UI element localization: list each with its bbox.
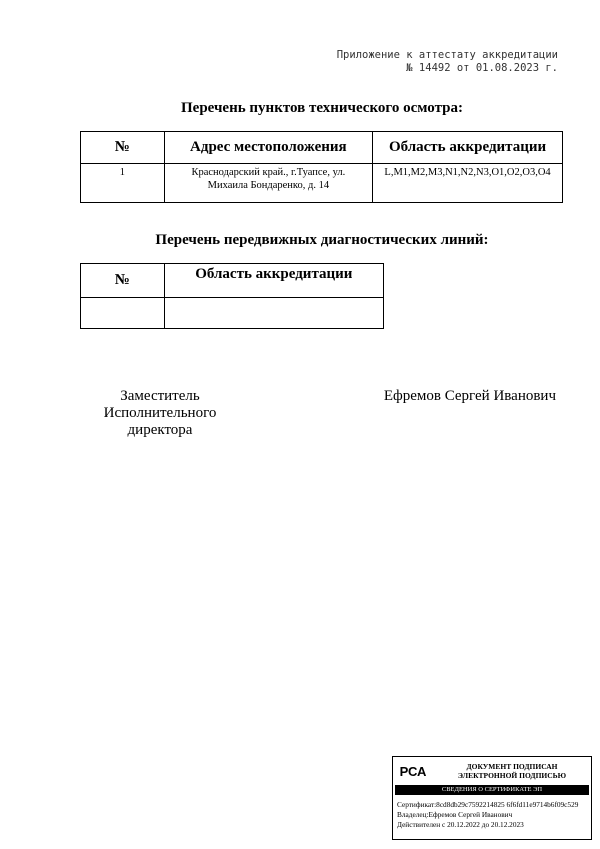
appendix-note (238, 49, 558, 75)
table-header-row (81, 264, 384, 298)
stamp-certificate: Сертификат:8cd8db29c7592214825 6f6fd11e9714b6f09c529 (397, 800, 579, 809)
position-line-3: директора (127, 422, 193, 438)
header-address: Адрес местоположения (164, 132, 372, 164)
stamp-title-line-1: ДОКУМЕНТ ПОДПИСАН (466, 762, 558, 771)
signatory-position (100, 388, 220, 439)
header-num: № (81, 132, 165, 164)
stamp-certificate-bar: СВЕДЕНИЯ О СЕРТИФИКАТЕ ЭП (395, 785, 589, 795)
table-header-row (81, 132, 563, 164)
appendix-line-1: Приложение к аттестату аккредитации (336, 49, 558, 61)
stamp-details (393, 795, 591, 830)
stamp-header (393, 757, 591, 785)
table-row (81, 298, 384, 329)
stamp-owner: Владелец:Ефремов Сергей Иванович (397, 810, 513, 819)
mobile-lines-table (80, 263, 384, 329)
e-signature-stamp (392, 756, 592, 840)
stamp-title (433, 762, 591, 780)
header-scope: Область аккредитации (373, 132, 563, 164)
stamp-title-line-2: ЭЛЕКТРОННОЙ ПОДПИСЬЮ (457, 771, 567, 780)
cell-num-empty (81, 298, 165, 329)
address-line-2: Михаила Бондаренко, д. 14 (207, 180, 330, 191)
appendix-line-2: № 14492 от 01.08.2023 г. (406, 62, 558, 74)
section-1-title: Перечень пунктов технического осмотра: (181, 100, 463, 116)
cell-address (164, 164, 372, 203)
table-row (81, 164, 563, 203)
position-line-1: Заместитель (120, 388, 200, 404)
cell-scope-empty (164, 298, 383, 329)
section-2-title: Перечень передвижных диагностических линий: (155, 232, 489, 248)
rsa-logo: РСА (399, 763, 427, 779)
position-line-2: Исполнительного (103, 405, 217, 421)
header-num: № (81, 264, 165, 298)
cell-scope: L,M1,M2,M3,N1,N2,N3,O1,O2,O3,O4 (373, 164, 563, 203)
cell-num: 1 (81, 164, 165, 203)
header-scope: Область аккредитации (164, 264, 383, 298)
address-line-1: Краснодарский край., г.Туапсе, ул. (191, 167, 346, 178)
signatory-name: Ефремов Сергей Иванович (383, 388, 556, 404)
stamp-validity: Действителен с 20.12.2022 до 20.12.2023 (397, 820, 524, 829)
inspection-points-table (80, 131, 563, 203)
